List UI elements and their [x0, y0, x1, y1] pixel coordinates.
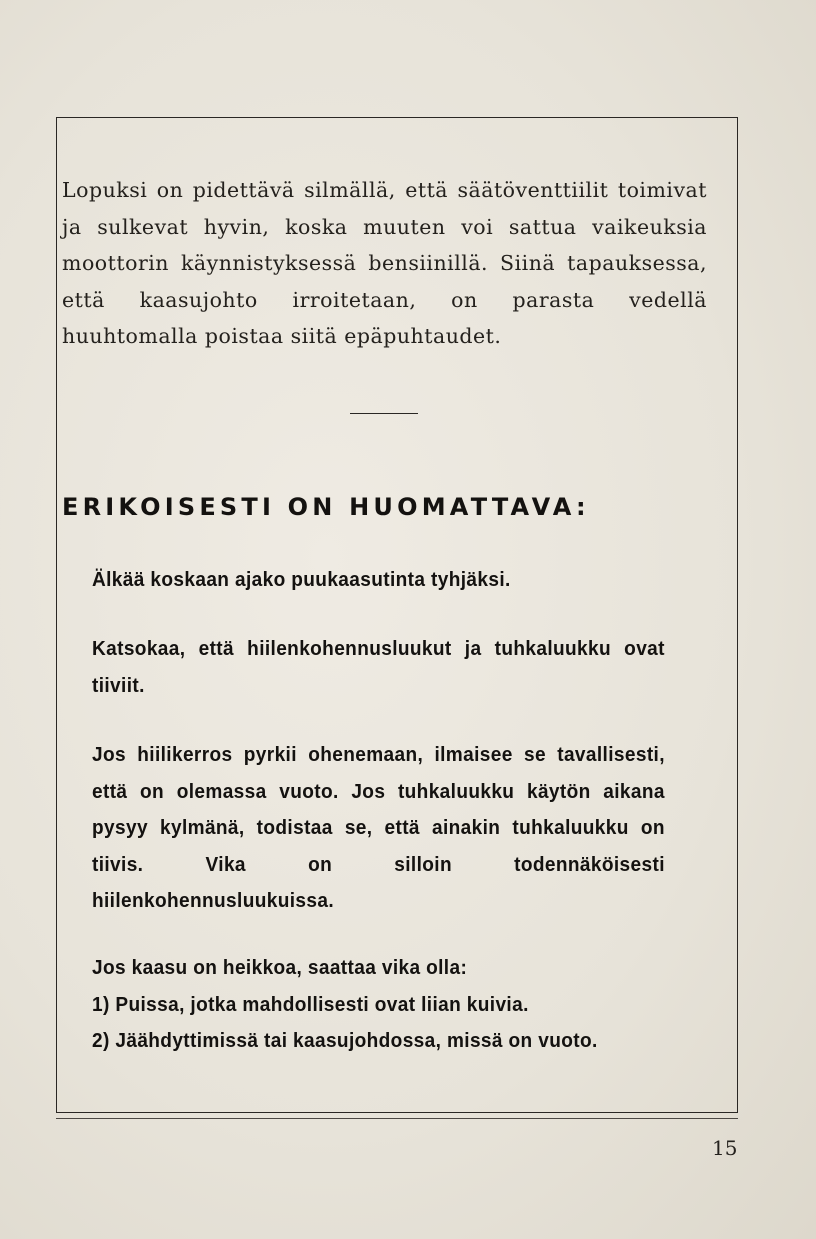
intro-text: Lopuksi on pidettävä silmällä, että säätöventtiilit toimivat ja sulkevat hyvin, koska muuten voi sattua vaikeuksia moottorin käynnistyksessä bensiinillä. Siinä tapauksessa, että kaasujohto irroitetaan, on parasta vedellä huuhtomalla poistaa siitä epäpuhtaudet.	[62, 178, 707, 349]
page-number: 15	[712, 1136, 738, 1160]
frame-bottom-rule	[56, 1112, 738, 1113]
frame-top-rule	[56, 117, 738, 118]
frame-bottom-rule-secondary	[56, 1118, 738, 1119]
note-text-1: Älkää koskaan ajako puukaasutinta tyhjäksi.	[92, 568, 511, 591]
note-paragraph-4	[92, 950, 665, 1060]
note-paragraph-2	[92, 631, 665, 704]
note-list-item-1: 1) Puissa, jotka mahdollisesti ovat liian kuivia.	[92, 992, 529, 1016]
frame-right-rule	[737, 117, 738, 1112]
frame-left-rule	[56, 117, 57, 1112]
section-heading: ERIKOISESTI ON HUOMATTAVA:	[62, 493, 590, 521]
note-lead: Jos kaasu on heikkoa, saattaa vika olla:	[92, 956, 468, 979]
note-paragraph-3	[92, 737, 665, 920]
intro-paragraph	[62, 172, 707, 355]
section-divider	[350, 413, 418, 414]
note-list-item-2: 2) Jäähdyttimissä tai kaasujohdossa, missä on vuoto.	[92, 1029, 598, 1053]
note-text-2: Katsokaa, että hiilenkohennusluukut ja tuhkaluukku ovat tiiviit.	[92, 637, 665, 697]
note-paragraph-1	[92, 562, 665, 599]
note-text-3: Jos hiilikerros pyrkii ohenemaan, ilmaisee se tavallisesti, että on olemassa vuoto. Jos tuhkaluukku käytön aikana pysyy kylmänä, todistaa se, että ainakin tuhkaluukku on tiivis. Vika on silloin todennäköisesti hiilenkohennusluukuissa.	[92, 743, 665, 913]
